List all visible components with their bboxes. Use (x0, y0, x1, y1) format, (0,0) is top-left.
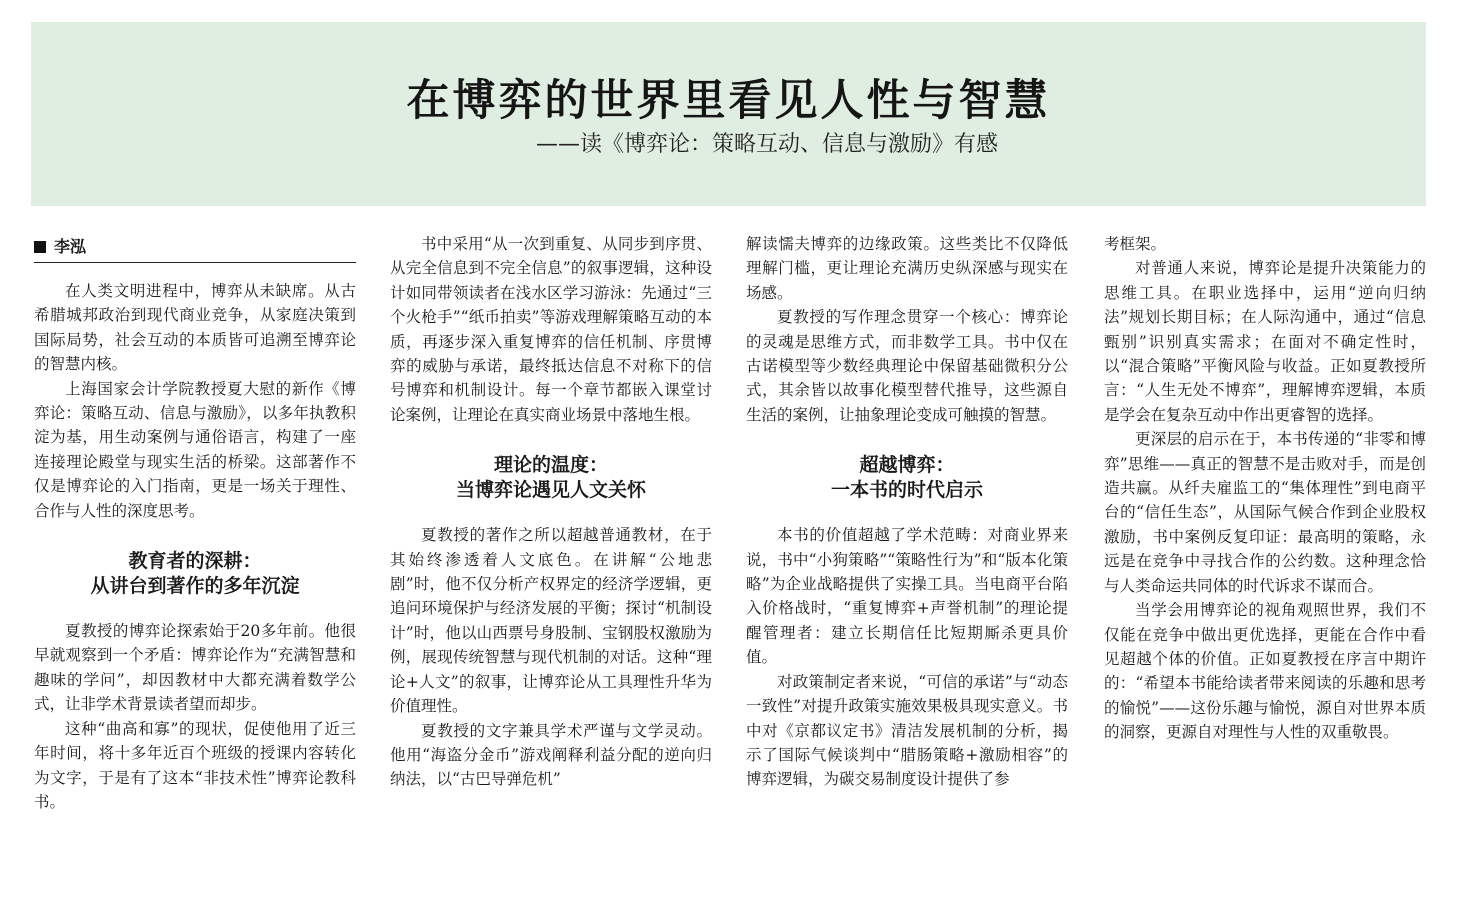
paragraph: 对普通人来说，博弈论是提升决策能力的思维工具。在职业选择中，运用“逆向归纳法”规划长期目标；在人际沟通中，通过“信息甄别”识别真实需求；在面对不确定性时，以“混合策略”平衡风险与收益。正如夏教授所言：“人生无处不博弈”，理解博弈逻辑，本质是学会在复杂互动中作出更睿智的选择。 (1104, 259, 1426, 424)
paragraph: 更深层的启示在于，本书传递的“非零和博弈”思维——真正的智慧不是击败对手，而是创造共赢。从纤夫雇监工的“集体理性”到电商平台的“信任生态”，从国际气候合作到企业股权激励，书中案例反复印证：最高明的策略，永远是在竞争中寻找合作的公约数。这种理念恰与人类命运共同体的时代诉求不谋而合。 (1104, 430, 1426, 595)
author-name: 李泓 (54, 237, 87, 256)
column-4 (1104, 232, 1426, 745)
article-title: 在博弈的世界里看见人性与智慧 (406, 76, 1051, 126)
section-heading (746, 453, 1068, 503)
section-heading-line: 理论的温度： (493, 454, 608, 477)
paragraph: 对政策制定者来说，“可信的承诺”与“动态一致性”对提升政策实施效果极具现实意义。书中对《京都议定书》清洁发展机制的分析，揭示了国际气候谈判中“腊肠策略+激励相容”的博弈逻辑，为碳交易制度设计提供了参 (746, 672, 1068, 789)
section-heading-line: 超越博弈： (859, 454, 955, 477)
section-heading (390, 453, 712, 503)
column-2 (390, 232, 712, 792)
section-heading-line: 教育者的深耕： (128, 550, 262, 573)
section-heading-line: 当博弈论遇见人文关怀 (455, 479, 646, 502)
paragraph: 上海国家会计学院教授夏大慰的新作《博弈论：策略互动、信息与激励》，以多年执教积淀为基，用生动案例与通俗语言，构建了一座连接理论殿堂与现实生活的桥梁。这部著作不仅是博弈论的入门指南，更是一场关于理性、合作与人性的深度思考。 (34, 379, 356, 520)
paragraph: 考框架。 (1104, 235, 1167, 253)
square-bullet-icon (34, 241, 46, 253)
paragraph: 夏教授的写作理念贯穿一个核心：博弈论的灵魂是思维方式，而非数学工具。书中仅在古诺模型等少数经典理论中保留基础微积分公式，其余皆以故事化模型替代推导，这些源自生活的案例，让抽象理论变成可触摸的智慧。 (746, 308, 1068, 424)
section-heading-line: 一本书的时代启示 (830, 479, 983, 502)
paragraph: 在人类文明进程中，博弈从未缺席。从古希腊城邦政治到现代商业竞争，从家庭决策到国际局势，社会互动的本质皆可追溯至博弈论的智慧内核。 (34, 282, 356, 374)
paragraph: 当学会用博弈论的视角观照世界，我们不仅能在竞争中做出更优选择，更能在合作中看见超越个体的价值。正如夏教授在序言中期许的：“希望本书能给读者带来阅读的乐趣和思考的愉悦”——这份乐趣与愉悦，源自对世界本质的洞察，更源自对理性与人性的双重敬畏。 (1104, 601, 1426, 742)
column-1 (34, 232, 356, 814)
section-heading (34, 549, 356, 599)
paragraph: 本书的价值超越了学术范畴：对商业界来说，书中“小狗策略”“策略性行为”和“版本化策略”为企业战略提供了实操工具。当电商平台陷入价格战时，“重复博弈+声誉机制”的理论提醒管理者：建立长期信任比短期厮杀更具价值。 (746, 526, 1068, 667)
section-heading-line: 从讲台到著作的多年沉淀 (90, 575, 300, 598)
article-subtitle: ——读《博弈论：策略互动、信息与激励》有感 (536, 132, 999, 157)
title-banner (31, 22, 1426, 206)
paragraph: 夏教授的博弈论探索始于20多年前。他很早就观察到一个矛盾：博弈论作为“充满智慧和趣味的学问”，却因教材中大都充满着数学公式，让非学术背景读者望而却步。 (34, 622, 356, 714)
paragraph: 夏教授的文字兼具学术严谨与文学灵动。他用“海盗分金币”游戏阐释利益分配的逆向归纳法，以“古巴导弹危机” (390, 721, 712, 789)
byline (34, 232, 356, 263)
paragraph: 夏教授的著作之所以超越普通教材，在于其始终渗透着人文底色。在讲解“公地悲剧”时，他不仅分析产权界定的经济学逻辑，更追问环境保护与经济发展的平衡；探讨“机制设计”时，他以山西票号身股制、宝钢股权激励为例，展现传统智慧与现代机制的对话。这种“理论+人文”的叙事，让博弈论从工具理性升华为价值理性。 (390, 526, 712, 716)
column-3 (746, 232, 1068, 792)
paragraph: 这种“曲高和寡”的现状，促使他用了近三年时间，将十多年近百个班级的授课内容转化为文字，于是有了这本“非技术性”博弈论教科书。 (34, 719, 356, 811)
paragraph: 书中采用“从一次到重复、从同步到序贯、从完全信息到不完全信息”的叙事逻辑，这种设计如同带领读者在浅水区学习游泳：先通过“三个火枪手”“纸币拍卖”等游戏理解策略互动的本质，再逐步深入重复博弈的信任机制、序贯博弈的威胁与承诺，最终抵达信息不对称下的信号博弈和机制设计。每一个章节都嵌入课堂讨论案例，让理论在真实商业场景中落地生根。 (390, 235, 712, 424)
paragraph: 解读懦夫博弈的边缘政策。这些类比不仅降低理解门槛，更让理论充满历史纵深感与现实在场感。 (746, 235, 1068, 302)
